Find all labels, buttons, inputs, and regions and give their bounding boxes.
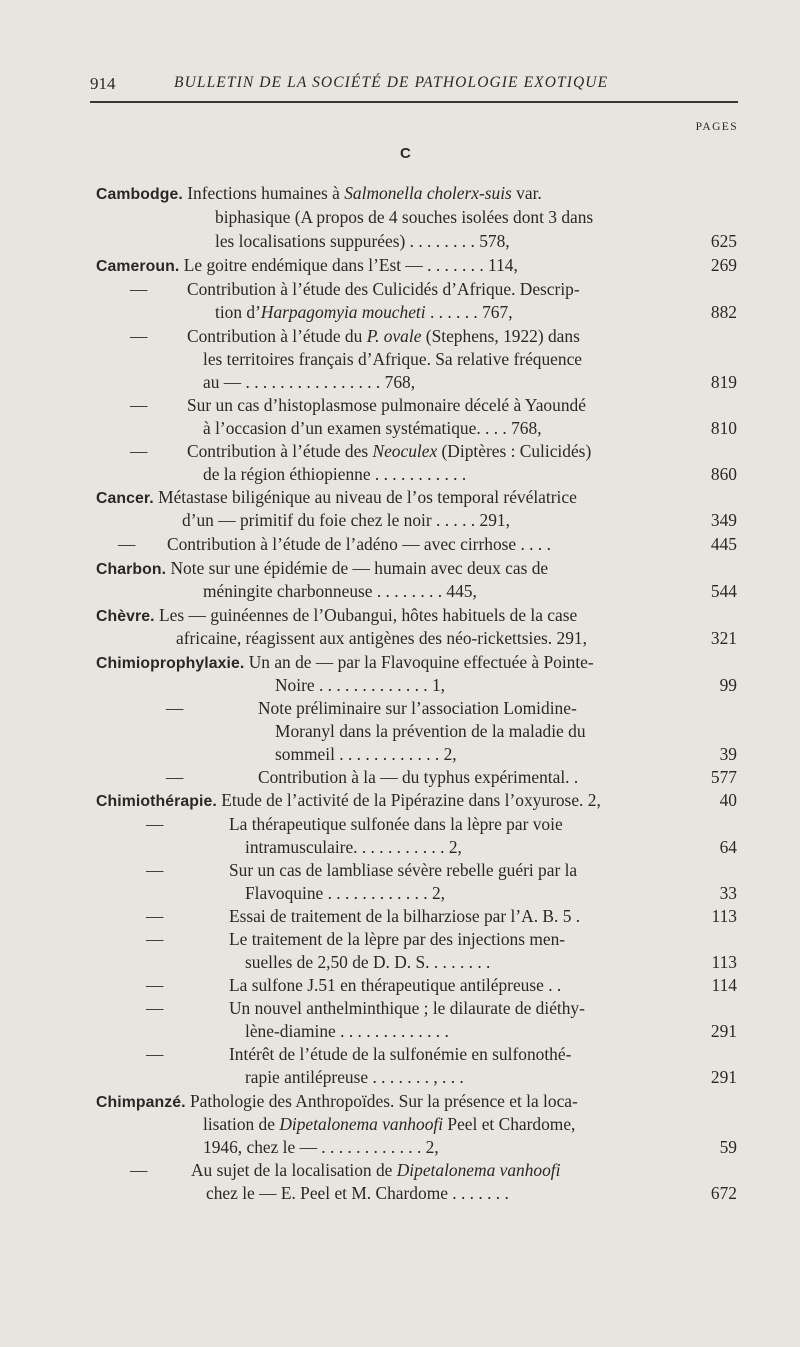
index-line: — Contribution à l’étude des Neoculex (Diptères : Culicidés) — [130, 441, 592, 461]
ditto-dash: — — [146, 929, 164, 949]
page-number: 914 — [90, 74, 116, 93]
index-line: lène-diamine . . . . . . . . . . . . . 291 — [245, 1021, 737, 1041]
page-ref: 445 — [710, 534, 737, 554]
ditto-dash: — — [146, 814, 164, 834]
index-line: méningite charbonneuse . . . . . . . . 445, 544 — [203, 581, 737, 601]
line-text: Cambodge. Infections humaines à Salmonella cholerx-suis var. — [96, 183, 542, 203]
index-line: lisation de Dipetalonema vanhoofi Peel et Chardome, — [203, 1114, 576, 1134]
ditto-dash: — — [146, 975, 164, 995]
index-line: — Le traitement de la lèpre par des injections men- — [146, 929, 566, 949]
ditto-dash: — — [130, 279, 148, 299]
ditto-dash: — — [130, 326, 148, 346]
index-line: — La sulfone J.51 en thérapeutique antilépreuse . . 114 — [146, 975, 737, 995]
index-line: 1946, chez le — . . . . . . . . . . . . 2, 59 — [203, 1137, 737, 1157]
page-ref: 819 — [710, 372, 737, 392]
index-line: les localisations suppurées) . . . . . . . . 578, 625 — [215, 231, 737, 251]
page-ref: 64 — [719, 837, 737, 857]
index-keyword: Cameroun. — [96, 258, 180, 275]
index-line: — Au sujet de la localisation de Dipetalonema vanhoofi — [130, 1160, 561, 1180]
index-line: les territoires français d’Afrique. Sa relative fréquence — [203, 349, 583, 369]
page-ref: 59 — [719, 1137, 737, 1157]
index-line: suelles de 2,50 de D. D. S. . . . . . . . 113 — [245, 952, 737, 972]
page-ref: 672 — [710, 1183, 737, 1203]
ditto-dash: — — [146, 906, 164, 926]
page-ref: 291 — [710, 1021, 737, 1041]
index-line: — Note préliminaire sur l’association Lomidine- — [166, 698, 577, 718]
ditto-dash: — — [130, 1160, 148, 1180]
page-ref: 577 — [710, 767, 737, 787]
index-keyword: Cancer. — [96, 490, 154, 507]
index-keyword: Chèvre. — [96, 608, 155, 625]
index-line: tion d’Harpagomyia moucheti . . . . . . 767, 882 — [215, 302, 737, 322]
page-ref: 113 — [711, 906, 737, 926]
index-line: Chimioprophylaxie. Un an de — par la Flavoquine effectuée à Pointe- — [96, 652, 594, 672]
ditto-dash: — — [130, 395, 148, 415]
index-line — [0, 181, 800, 205]
section-letter: C — [400, 145, 411, 162]
page-ref: 99 — [719, 675, 737, 695]
index-line: Chimiothérapie. Etude de l’activité de la Pipérazine dans l’oxyurose. 2, 40 — [96, 790, 737, 810]
index-line: Charbon. Note sur une épidémie de — humain avec deux cas de — [96, 558, 549, 578]
page-ref: 113 — [711, 952, 737, 972]
index-line: à l’occasion d’un examen systématique. . . . 768, 810 — [203, 418, 737, 438]
ditto-dash: — — [118, 534, 136, 554]
index-line: Chèvre. Les — guinéennes de l’Oubangui, hôtes habituels de la case — [96, 605, 578, 625]
page-ref: 33 — [719, 883, 737, 903]
page-ref: 810 — [710, 418, 737, 438]
index-line: Flavoquine . . . . . . . . . . . . 2, 33 — [245, 883, 737, 903]
index-line: africaine, réagissent aux antigènes des néo-rickettsies. 291, 321 — [176, 628, 737, 648]
index-line: — Contribution à l’étude de l’adéno — avec cirrhose . . . . 445 — [118, 534, 737, 554]
running-title: BULLETIN DE LA SOCIÉTÉ DE PATHOLOGIE EXOTIQUE — [174, 74, 609, 91]
index-keyword: Chimpanzé. — [96, 1094, 186, 1111]
index-line: — Contribution à l’étude du P. ovale (Stephens, 1922) dans — [130, 326, 580, 346]
index-line: sommeil . . . . . . . . . . . . 2, 39 — [275, 744, 737, 764]
index-line: au — . . . . . . . . . . . . . . . . 768, 819 — [203, 372, 737, 392]
pages-column-label: PAGES — [695, 121, 738, 133]
page-ref: 349 — [710, 510, 737, 530]
header-rule — [90, 101, 738, 103]
index-line: Moranyl dans la prévention de la maladie du — [275, 721, 586, 741]
ditto-dash: — — [146, 998, 164, 1018]
index-keyword: Chimiothérapie. — [96, 793, 217, 810]
index-line: — Intérêt de l’étude de la sulfonémie en sulfonothé- — [146, 1044, 572, 1064]
page-ref: 39 — [719, 744, 737, 764]
ditto-dash: — — [146, 860, 164, 880]
ditto-dash: — — [146, 1044, 164, 1064]
index-line: — Sur un cas de lambliase sévère rebelle guéri par la — [146, 860, 578, 880]
ditto-dash: — — [166, 698, 184, 718]
index-line: de la région éthiopienne . . . . . . . . . . . 860 — [203, 464, 737, 484]
page-ref: 40 — [719, 790, 737, 810]
index-line: — Essai de traitement de la bilharziose par l’A. B. 5 . 113 — [146, 906, 737, 926]
page-ref: 321 — [710, 628, 737, 648]
page-ref: 269 — [710, 255, 737, 275]
index-line: Cameroun. Le goitre endémique dans l’Est — . . . . . . . 114, 269 — [96, 255, 737, 275]
index-line: — La thérapeutique sulfonée dans la lèpre par voie — [146, 814, 563, 834]
page-ref: 860 — [710, 464, 737, 484]
index-keyword: Chimioprophylaxie. — [96, 655, 245, 672]
index-line: Chimpanzé. Pathologie des Anthropoïdes. Sur la présence et la loca- — [96, 1091, 578, 1111]
index-line: d’un — primitif du foie chez le noir . . . . . 291, 349 — [182, 510, 737, 530]
index-line: — Contribution à l’étude des Culicidés d’Afrique. Descrip- — [130, 279, 580, 299]
index-keyword: Cambodge. — [96, 186, 183, 203]
index-line: — Un nouvel anthelminthique ; le dilaurate de diéthy- — [146, 998, 585, 1018]
index-keyword: Charbon. — [96, 561, 167, 578]
page-ref: 625 — [710, 231, 737, 251]
index-line: — Contribution à la — du typhus expérimental. . 577 — [166, 767, 737, 787]
index-line: Cancer. Métastase biligénique au niveau de l’os temporal révélatrice — [96, 487, 577, 507]
index-line: Noire . . . . . . . . . . . . . 1, 99 — [275, 675, 737, 695]
ditto-dash: — — [130, 441, 148, 461]
index-line: rapie antilépreuse . . . . . . . , . . . 291 — [245, 1067, 737, 1087]
index-line: chez le — E. Peel et M. Chardome . . . . . . . 672 — [206, 1183, 737, 1203]
page-ref: 114 — [711, 975, 737, 995]
running-header — [90, 74, 738, 100]
page-ref: 544 — [710, 581, 737, 601]
ditto-dash: — — [166, 767, 184, 787]
page-ref: 882 — [710, 302, 737, 322]
index-line: biphasique (A propos de 4 souches isolées dont 3 dans — [215, 207, 594, 227]
page-ref: 291 — [710, 1067, 737, 1087]
index-line: intramusculaire. . . . . . . . . . . 2, 64 — [245, 837, 737, 857]
index-line: — Sur un cas d’histoplasmose pulmonaire décelé à Yaoundé — [130, 395, 586, 415]
